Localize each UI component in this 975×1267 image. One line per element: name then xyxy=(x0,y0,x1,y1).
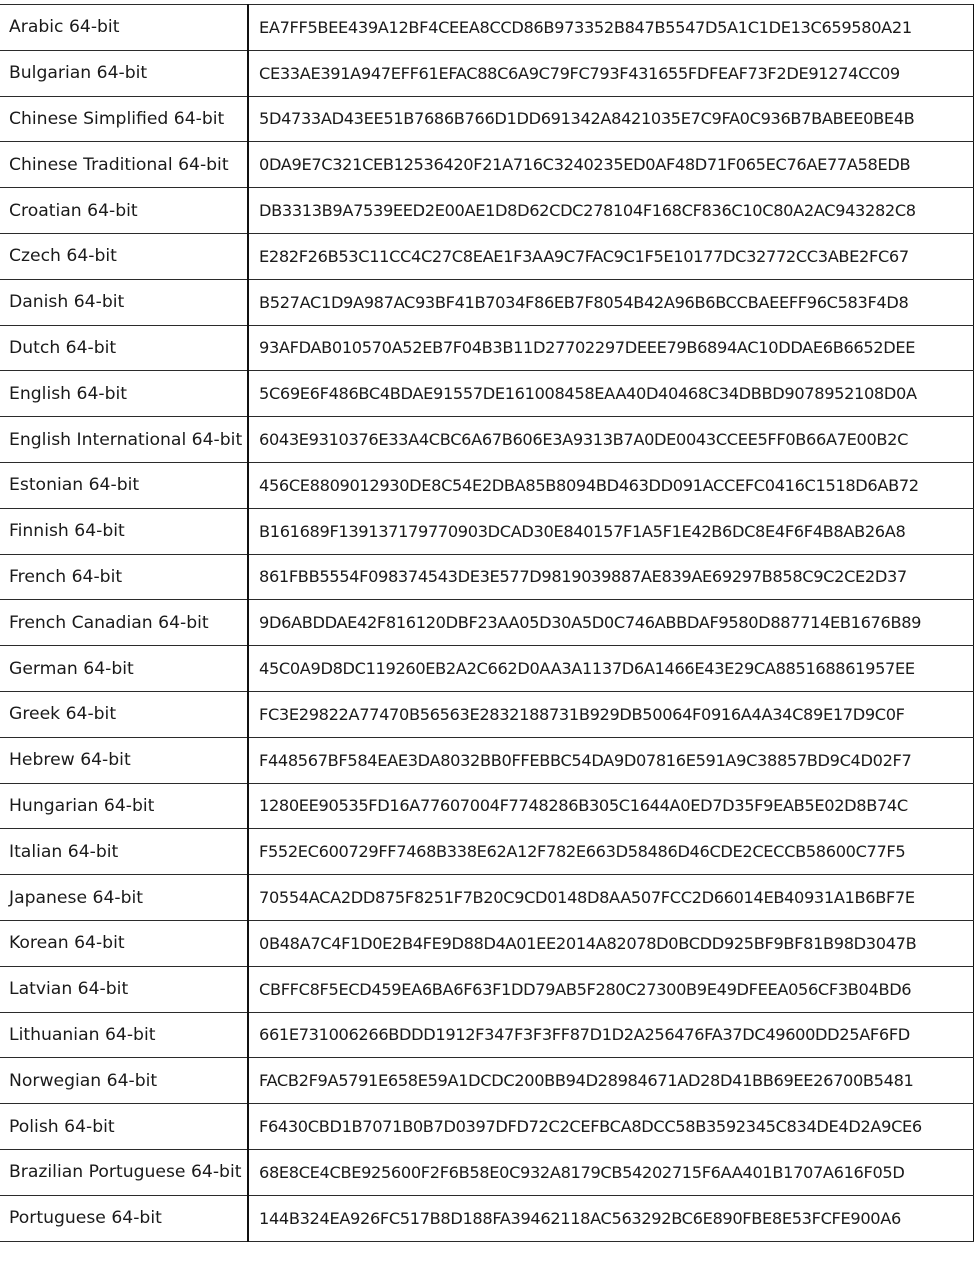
hash-cell: 144B324EA926FC517B8D188FA39462118AC563292BC6E890FBE8E53FCFE900A6 xyxy=(248,1195,973,1241)
table-row xyxy=(0,462,973,508)
edition-cell: Chinese Simplified 64-bit xyxy=(0,96,248,142)
edition-cell: Polish 64-bit xyxy=(0,1104,248,1150)
edition-cell: Lithuanian 64-bit xyxy=(0,1012,248,1058)
hash-cell: 9D6ABDDAE42F816120DBF23AA05D30A5D0C746ABBDAF9580D887714EB1676B89 xyxy=(248,600,973,646)
table-row xyxy=(0,646,973,692)
hash-cell: 68E8CE4CBE925600F2F6B58E0C932A8179CB54202715F6AA401B1707A616F05D xyxy=(248,1149,973,1195)
table-row xyxy=(0,1058,973,1104)
edition-cell: Chinese Traditional 64-bit xyxy=(0,142,248,188)
edition-cell: Brazilian Portuguese 64-bit xyxy=(0,1149,248,1195)
hash-cell: F448567BF584EAE3DA8032BB0FFEBBC54DA9D07816E591A9C38857BD9C4D02F7 xyxy=(248,737,973,783)
hash-cell: 0DA9E7C321CEB12536420F21A716C3240235ED0AF48D71F065EC76AE77A58EDB xyxy=(248,142,973,188)
edition-cell: Hungarian 64-bit xyxy=(0,783,248,829)
table-row xyxy=(0,920,973,966)
hash-cell: F6430CBD1B7071B0B7D0397DFD72C2CEFBCA8DCC58B3592345C834DE4D2A9CE6 xyxy=(248,1104,973,1150)
table-row xyxy=(0,417,973,463)
edition-cell: Croatian 64-bit xyxy=(0,188,248,234)
hash-cell: 1280EE90535FD16A77607004F7748286B305C1644A0ED7D35F9EAB5E02D8B74C xyxy=(248,783,973,829)
edition-cell: German 64-bit xyxy=(0,646,248,692)
table-row xyxy=(0,1012,973,1058)
edition-cell: Portuguese 64-bit xyxy=(0,1195,248,1241)
table-row xyxy=(0,50,973,96)
hash-cell: 5D4733AD43EE51B7686B766D1DD691342A8421035E7C9FA0C936B7BABEE0BE4B xyxy=(248,96,973,142)
edition-cell: Japanese 64-bit xyxy=(0,875,248,921)
hash-cell: 456CE8809012930DE8C54E2DBA85B8094BD463DD091ACCEFC0416C1518D6AB72 xyxy=(248,462,973,508)
table-row xyxy=(0,1104,973,1150)
table-row xyxy=(0,188,973,234)
edition-cell: Hebrew 64-bit xyxy=(0,737,248,783)
edition-cell: French Canadian 64-bit xyxy=(0,600,248,646)
table-row xyxy=(0,554,973,600)
edition-cell: Arabic 64-bit xyxy=(0,5,248,51)
hash-cell: EA7FF5BEE439A12BF4CEEA8CCD86B973352B847B5547D5A1C1DE13C659580A21 xyxy=(248,5,973,51)
hash-cell: CE33AE391A947EFF61EFAC88C6A9C79FC793F431655FDFEAF73F2DE91274CC09 xyxy=(248,50,973,96)
hash-cell: F552EC600729FF7468B338E62A12F782E663D58486D46CDE2CECCB58600C77F5 xyxy=(248,829,973,875)
hash-cell: 6043E9310376E33A4CBC6A67B606E3A9313B7A0DE0043CCEE5FF0B66A7E00B2C xyxy=(248,417,973,463)
table-row xyxy=(0,279,973,325)
hash-cell: E282F26B53C11CC4C27C8EAE1F3AA9C7FAC9C1F5E10177DC32772CC3ABE2FC67 xyxy=(248,233,973,279)
table-row xyxy=(0,875,973,921)
hash-cell: 93AFDAB010570A52EB7F04B3B11D27702297DEEE79B6894AC10DDAE6B6652DEE xyxy=(248,325,973,371)
edition-cell: Latvian 64-bit xyxy=(0,966,248,1012)
table-body xyxy=(0,5,973,1242)
hash-cell: FC3E29822A77470B56563E2832188731B929DB50064F0916A4A34C89E17D9C0F xyxy=(248,691,973,737)
edition-cell: English International 64-bit xyxy=(0,417,248,463)
hash-cell: DB3313B9A7539EED2E00AE1D8D62CDC278104F168CF836C10C80A2AC943282C8 xyxy=(248,188,973,234)
table-row xyxy=(0,966,973,1012)
edition-cell: Dutch 64-bit xyxy=(0,325,248,371)
hash-cell: B161689F139137179770903DCAD30E840157F1A5F1E42B6DC8E4F6F4B8AB26A8 xyxy=(248,508,973,554)
table-row xyxy=(0,371,973,417)
edition-cell: Danish 64-bit xyxy=(0,279,248,325)
hash-cell: 45C0A9D8DC119260EB2A2C662D0AA3A1137D6A1466E43E29CA885168861957EE xyxy=(248,646,973,692)
table-row xyxy=(0,142,973,188)
edition-cell: Norwegian 64-bit xyxy=(0,1058,248,1104)
edition-cell: Italian 64-bit xyxy=(0,829,248,875)
table-row xyxy=(0,737,973,783)
edition-cell: Finnish 64-bit xyxy=(0,508,248,554)
edition-cell: Czech 64-bit xyxy=(0,233,248,279)
hash-cell: CBFFC8F5ECD459EA6BA6F63F1DD79AB5F280C27300B9E49DFEEA056CF3B04BD6 xyxy=(248,966,973,1012)
hash-cell: 5C69E6F486BC4BDAE91557DE161008458EAA40D40468C34DBBD9078952108D0A xyxy=(248,371,973,417)
edition-cell: English 64-bit xyxy=(0,371,248,417)
edition-cell: Estonian 64-bit xyxy=(0,462,248,508)
edition-cell: Bulgarian 64-bit xyxy=(0,50,248,96)
table-row xyxy=(0,783,973,829)
edition-cell: Korean 64-bit xyxy=(0,920,248,966)
hash-table xyxy=(0,4,974,1242)
hash-cell: 861FBB5554F098374543DE3E577D9819039887AE839AE69297B858C9C2CE2D37 xyxy=(248,554,973,600)
edition-cell: Greek 64-bit xyxy=(0,691,248,737)
hash-cell: 70554ACA2DD875F8251F7B20C9CD0148D8AA507FCC2D66014EB40931A1B6BF7E xyxy=(248,875,973,921)
table-row xyxy=(0,1149,973,1195)
hash-cell: 0B48A7C4F1D0E2B4FE9D88D4A01EE2014A82078D0BCDD925BF9BF81B98D3047B xyxy=(248,920,973,966)
table-row xyxy=(0,325,973,371)
table-row xyxy=(0,96,973,142)
hash-cell: B527AC1D9A987AC93BF41B7034F86EB7F8054B42A96B6BCCBAEEFF96C583F4D8 xyxy=(248,279,973,325)
table-row xyxy=(0,829,973,875)
edition-cell: French 64-bit xyxy=(0,554,248,600)
table-row xyxy=(0,508,973,554)
table-row xyxy=(0,233,973,279)
table-row xyxy=(0,5,973,51)
table-row xyxy=(0,600,973,646)
hash-cell: FACB2F9A5791E658E59A1DCDC200BB94D28984671AD28D41BB69EE26700B5481 xyxy=(248,1058,973,1104)
hash-cell: 661E731006266BDDD1912F347F3F3FF87D1D2A256476FA37DC49600DD25AF6FD xyxy=(248,1012,973,1058)
table-row xyxy=(0,691,973,737)
table-row xyxy=(0,1195,973,1241)
